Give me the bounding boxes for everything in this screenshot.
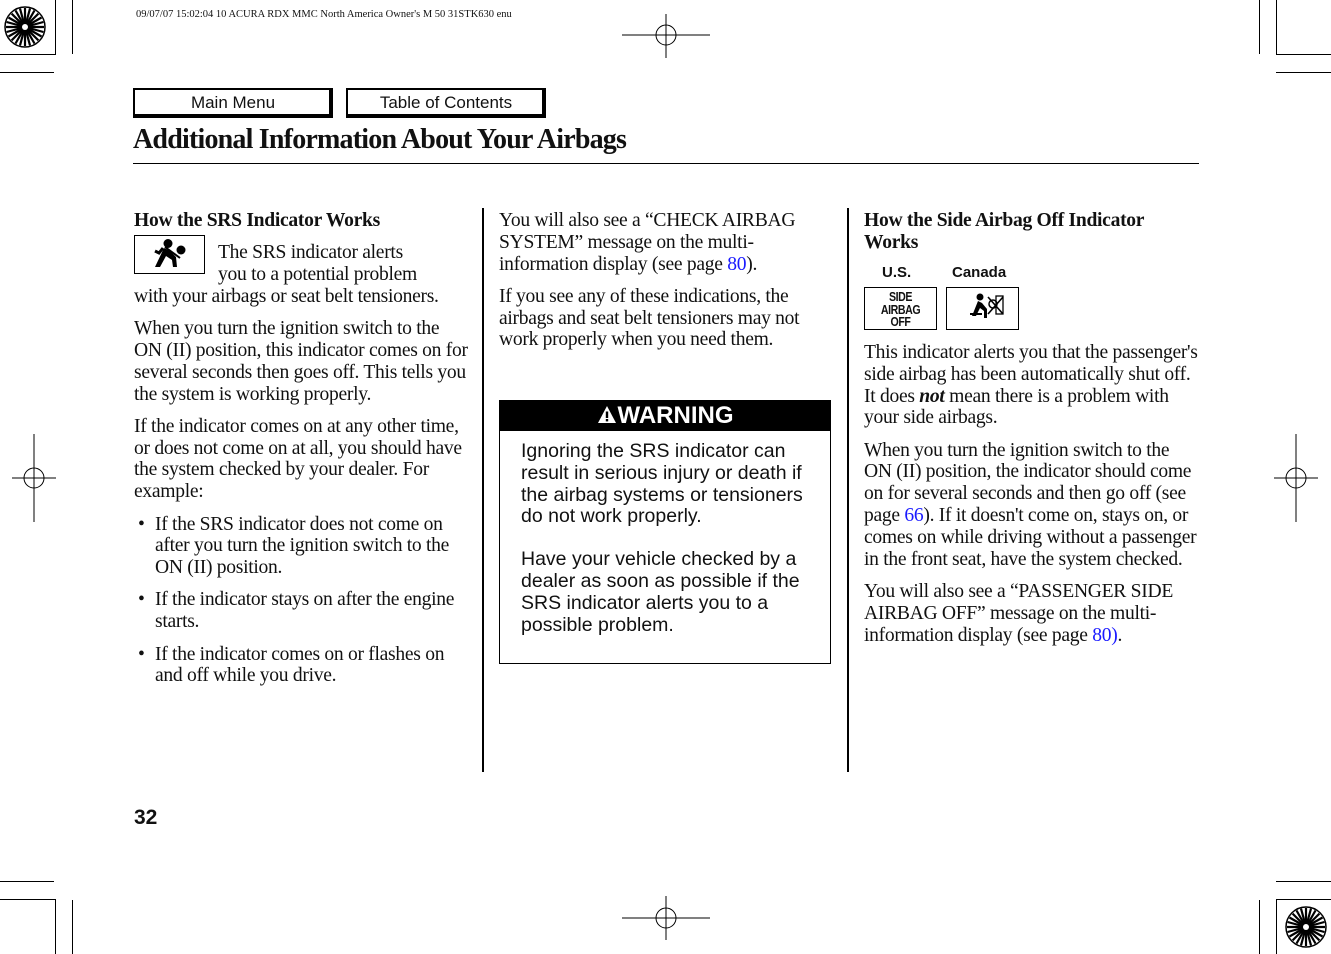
page-number: 32 bbox=[134, 806, 158, 829]
title-divider bbox=[133, 163, 1199, 164]
warning-text bbox=[521, 441, 821, 657]
passenger-airbag-off-icon bbox=[947, 288, 1017, 328]
list-item: • If the SRS indicator does not come on after you turn the ignition switch to the ON (II) position. bbox=[138, 513, 450, 579]
intro-line: you to a potential problem bbox=[218, 264, 417, 286]
main-menu-button[interactable]: Main Menu bbox=[133, 88, 333, 118]
registration-target-icon bbox=[12, 434, 56, 522]
warning-label: WARNING bbox=[617, 402, 734, 429]
column-check-airbag bbox=[499, 210, 835, 362]
canada-label: Canada bbox=[952, 264, 1007, 281]
indicator-text: SIDE bbox=[888, 290, 913, 304]
us-label: U.S. bbox=[882, 264, 912, 281]
emphasis: not bbox=[919, 385, 945, 407]
page-link[interactable]: 66 bbox=[904, 505, 924, 527]
print-slug: 09/07/07 15:02:04 10 ACURA RDX MMC North America Owner's M 50 31STK630 enu bbox=[136, 9, 512, 20]
paragraph: If the indicator comes on at any other time, or does not come on at all, you should have the system checked by your dealer. For example: bbox=[134, 415, 462, 503]
warning-triangle-icon bbox=[597, 405, 617, 425]
bullet: • bbox=[138, 513, 145, 535]
column-divider bbox=[847, 208, 849, 772]
paragraph: This indicator alerts you that the passenger's side airbag has been automatically shut off. It does not mean there is a problem with your side airbags. bbox=[864, 342, 1198, 429]
section-heading: How the SRS Indicator Works bbox=[134, 210, 380, 231]
page-link[interactable]: 80 bbox=[727, 253, 747, 275]
paragraph: with your airbags or seat belt tensioners. bbox=[134, 285, 439, 307]
paragraph: When you turn the ignition switch to the ON (II) position, the indicator should come on for several seconds and then go off (see page 66). If it doesn't come on, stays on, or comes on while driving without a passenger in the front seat, have the system checked. bbox=[864, 439, 1197, 570]
column-divider bbox=[482, 208, 484, 772]
page-link[interactable]: 80) bbox=[1092, 624, 1118, 646]
registration-target-icon bbox=[622, 896, 710, 940]
page-title: Additional Information About Your Airbags bbox=[133, 124, 627, 155]
paragraph: You will also see a “PASSENGER SIDE AIRBAG OFF” message on the multi-information display (see page 80). bbox=[864, 580, 1174, 646]
warning-box bbox=[499, 400, 831, 664]
column-srs-indicator bbox=[134, 210, 470, 698]
warning-paragraph: Have your vehicle checked by a dealer as soon as possible if the SRS indicator alerts you to a possible problem. bbox=[521, 548, 800, 636]
sunburst-registration-icon bbox=[1285, 906, 1327, 948]
list-item: • If the indicator comes on or flashes on and off while you drive. bbox=[138, 643, 445, 687]
section-heading: How the Side Airbag Off Indicator Works bbox=[864, 210, 1144, 253]
indicator-text: AIRBAG bbox=[880, 302, 921, 317]
paragraph: If you see any of these indications, the airbags and seat belt tensioners may not work properly when you need them. bbox=[499, 285, 800, 351]
column-side-airbag-body bbox=[864, 342, 1200, 657]
bullet: • bbox=[138, 589, 145, 611]
paragraph: You will also see a “CHECK AIRBAG SYSTEM” message on the multi-information display (see page 80). bbox=[499, 210, 796, 275]
side-airbag-off-indicator-canada bbox=[946, 287, 1019, 330]
indicator-text: OFF bbox=[890, 315, 911, 329]
intro-line: The SRS indicator alerts bbox=[218, 242, 403, 264]
side-airbag-off-indicator-us bbox=[864, 287, 937, 330]
paragraph: When you turn the ignition switch to the ON (II) position, this indicator comes on for several seconds then goes off. This tells you the system is working properly. bbox=[134, 318, 468, 405]
registration-target-icon bbox=[622, 14, 710, 58]
column-side-airbag-off bbox=[864, 210, 1200, 264]
registration-target-icon bbox=[1274, 434, 1318, 522]
warning-paragraph: Ignoring the SRS indicator can result in serious injury or death if the airbag systems or tensioners do not work properly. bbox=[521, 440, 803, 528]
list-item: • If the indicator stays on after the engine starts. bbox=[138, 589, 455, 633]
bullet: • bbox=[138, 643, 145, 665]
srs-indicator-icon bbox=[134, 235, 205, 274]
table-of-contents-button[interactable]: Table of Contents bbox=[346, 88, 546, 118]
warning-header bbox=[500, 401, 830, 431]
sunburst-registration-icon bbox=[4, 6, 46, 48]
